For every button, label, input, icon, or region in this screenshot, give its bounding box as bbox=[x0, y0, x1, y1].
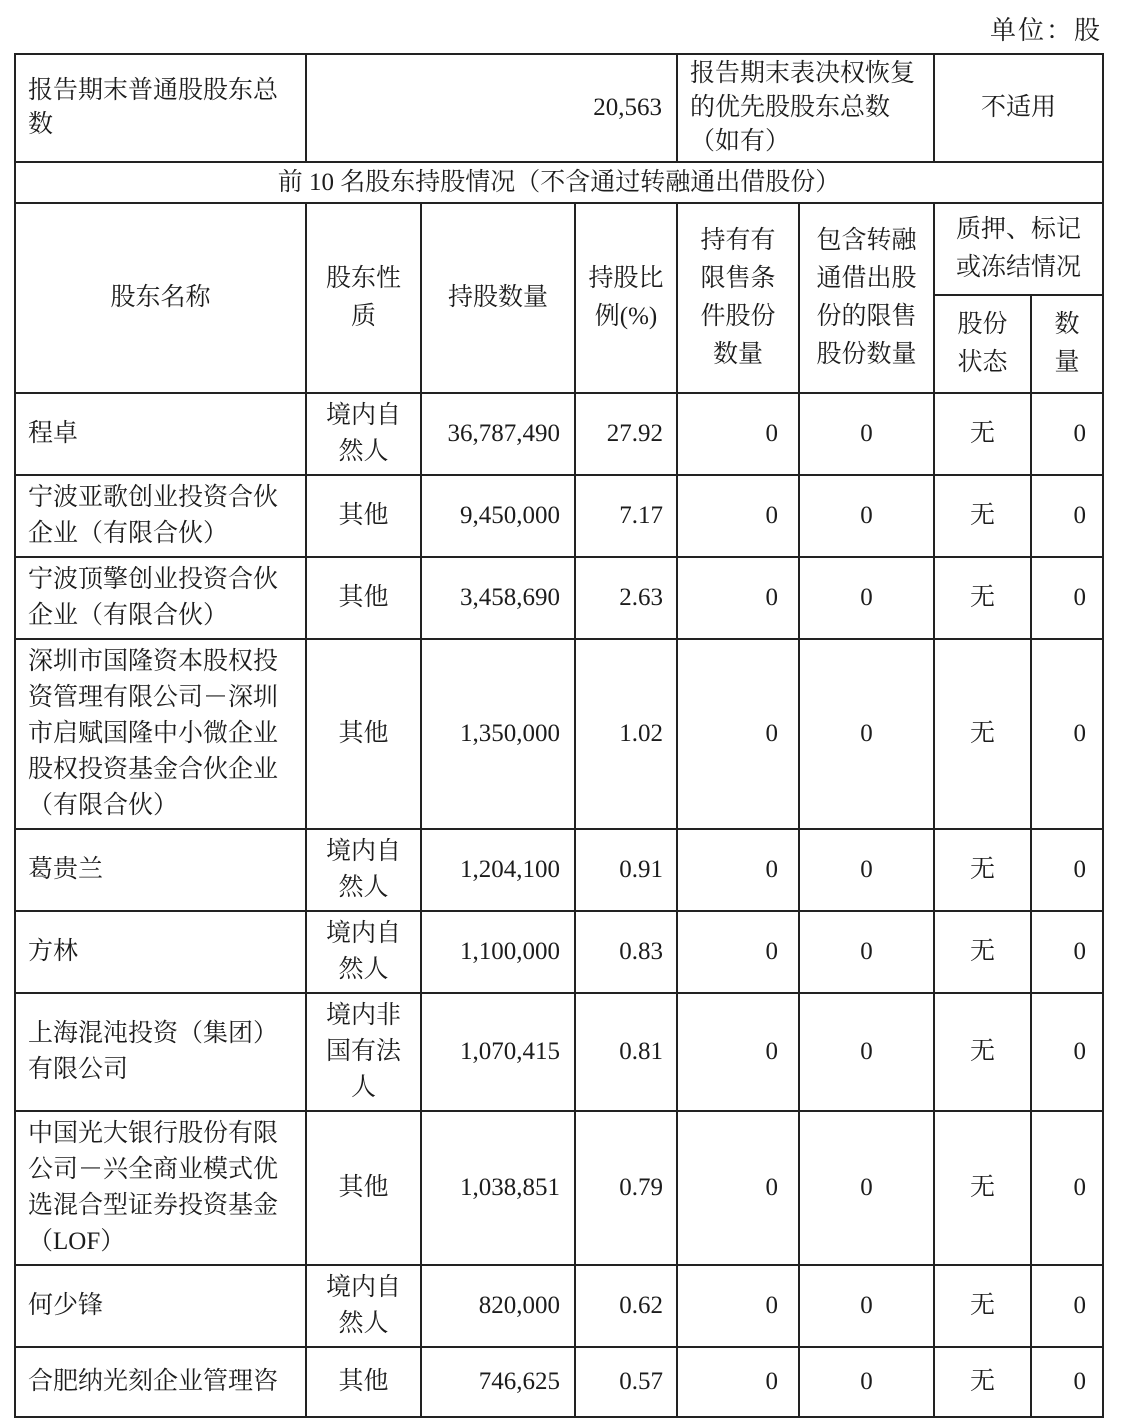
section-title: 前 10 名股东持股情况（不含通过转融通出借股份） bbox=[15, 162, 1103, 203]
shareholder-nature: 其他 bbox=[306, 1347, 421, 1417]
pledge-quantity: 0 bbox=[1031, 393, 1103, 475]
refinancing-lent-restricted-count: 0 bbox=[799, 393, 934, 475]
shareholder-name: 深圳市国隆资本股权投资管理有限公司－深圳市启赋国隆中小微企业股权投资基金合伙企业（有限合伙） bbox=[15, 639, 306, 829]
refinancing-lent-restricted-count: 0 bbox=[799, 829, 934, 911]
table-header-row bbox=[15, 203, 1103, 295]
restricted-shares-count: 0 bbox=[677, 829, 799, 911]
shareholding-ratio: 0.79 bbox=[575, 1111, 677, 1265]
shareholding-ratio: 0.83 bbox=[575, 911, 677, 993]
shares-held-count: 9,450,000 bbox=[421, 475, 575, 557]
summary-row bbox=[15, 54, 1103, 162]
shares-held-count: 1,100,000 bbox=[421, 911, 575, 993]
header-shareholder-nature: 股东性质 bbox=[306, 203, 421, 393]
preferred-shareholders-total-value: 不适用 bbox=[934, 54, 1103, 162]
pledge-quantity: 0 bbox=[1031, 1111, 1103, 1265]
shareholder-rows bbox=[15, 393, 1103, 1417]
shareholder-nature: 境内自然人 bbox=[306, 1265, 421, 1347]
shareholder-name: 合肥纳光刻企业管理咨 bbox=[15, 1347, 306, 1417]
shareholder-name: 葛贵兰 bbox=[15, 829, 306, 911]
shares-held-count: 1,350,000 bbox=[421, 639, 575, 829]
header-restricted-shares: 持有有限售条件股份数量 bbox=[677, 203, 799, 393]
pledge-quantity: 0 bbox=[1031, 911, 1103, 993]
pledge-share-status: 无 bbox=[934, 1265, 1031, 1347]
shareholding-ratio: 0.57 bbox=[575, 1347, 677, 1417]
shareholding-ratio: 7.17 bbox=[575, 475, 677, 557]
header-pledge-share-status: 股份状态 bbox=[934, 295, 1031, 393]
top-shareholders-table bbox=[14, 53, 1104, 1418]
refinancing-lent-restricted-count: 0 bbox=[799, 1265, 934, 1347]
restricted-shares-count: 0 bbox=[677, 1265, 799, 1347]
common-shareholders-total-label: 报告期末普通股股东总数 bbox=[15, 54, 306, 162]
refinancing-lent-restricted-count: 0 bbox=[799, 911, 934, 993]
shareholding-ratio: 0.91 bbox=[575, 829, 677, 911]
common-shareholders-total-value: 20,563 bbox=[306, 54, 677, 162]
shareholder-nature: 境内非国有法人 bbox=[306, 993, 421, 1111]
shareholding-ratio: 27.92 bbox=[575, 393, 677, 475]
refinancing-lent-restricted-count: 0 bbox=[799, 557, 934, 639]
preferred-shareholders-total-label: 报告期末表决权恢复的优先股股东总数（如有） bbox=[677, 54, 934, 162]
pledge-quantity: 0 bbox=[1031, 1265, 1103, 1347]
pledge-share-status: 无 bbox=[934, 475, 1031, 557]
restricted-shares-count: 0 bbox=[677, 475, 799, 557]
shareholder-nature: 境内自然人 bbox=[306, 393, 421, 475]
refinancing-lent-restricted-count: 0 bbox=[799, 993, 934, 1111]
section-title-row bbox=[15, 162, 1103, 203]
shareholder-name: 上海混沌投资（集团）有限公司 bbox=[15, 993, 306, 1111]
pledge-share-status: 无 bbox=[934, 1347, 1031, 1417]
shareholder-row bbox=[15, 829, 1103, 911]
restricted-shares-count: 0 bbox=[677, 639, 799, 829]
pledge-quantity: 0 bbox=[1031, 475, 1103, 557]
refinancing-lent-restricted-count: 0 bbox=[799, 475, 934, 557]
shareholder-nature: 其他 bbox=[306, 475, 421, 557]
shareholder-name: 程卓 bbox=[15, 393, 306, 475]
pledge-share-status: 无 bbox=[934, 993, 1031, 1111]
pledge-share-status: 无 bbox=[934, 639, 1031, 829]
restricted-shares-count: 0 bbox=[677, 1347, 799, 1417]
shareholder-row bbox=[15, 1347, 1103, 1417]
pledge-quantity: 0 bbox=[1031, 1347, 1103, 1417]
shareholder-row bbox=[15, 911, 1103, 993]
shareholding-ratio: 0.81 bbox=[575, 993, 677, 1111]
header-shareholder-name: 股东名称 bbox=[15, 203, 306, 393]
shareholder-row bbox=[15, 393, 1103, 475]
shares-held-count: 1,204,100 bbox=[421, 829, 575, 911]
refinancing-lent-restricted-count: 0 bbox=[799, 639, 934, 829]
shareholder-nature: 其他 bbox=[306, 557, 421, 639]
shareholding-ratio: 2.63 bbox=[575, 557, 677, 639]
header-shareholding-ratio: 持股比例(%) bbox=[575, 203, 677, 393]
restricted-shares-count: 0 bbox=[677, 911, 799, 993]
shares-held-count: 746,625 bbox=[421, 1347, 575, 1417]
pledge-share-status: 无 bbox=[934, 557, 1031, 639]
shareholder-row bbox=[15, 475, 1103, 557]
shareholder-nature: 其他 bbox=[306, 1111, 421, 1265]
restricted-shares-count: 0 bbox=[677, 557, 799, 639]
unit-label: 单位：股 bbox=[989, 16, 1102, 45]
shareholder-name: 方林 bbox=[15, 911, 306, 993]
pledge-share-status: 无 bbox=[934, 393, 1031, 475]
restricted-shares-count: 0 bbox=[677, 1111, 799, 1265]
pledge-quantity: 0 bbox=[1031, 993, 1103, 1111]
shareholder-nature: 境内自然人 bbox=[306, 829, 421, 911]
shareholder-nature: 其他 bbox=[306, 639, 421, 829]
pledge-share-status: 无 bbox=[934, 829, 1031, 911]
shareholding-ratio: 1.02 bbox=[575, 639, 677, 829]
pledge-share-status: 无 bbox=[934, 1111, 1031, 1265]
refinancing-lent-restricted-count: 0 bbox=[799, 1111, 934, 1265]
shareholder-row bbox=[15, 1265, 1103, 1347]
shareholder-name: 中国光大银行股份有限公司－兴全商业模式优选混合型证券投资基金（LOF） bbox=[15, 1111, 306, 1265]
shareholder-name: 宁波亚歌创业投资合伙企业（有限合伙） bbox=[15, 475, 306, 557]
pledge-share-status: 无 bbox=[934, 911, 1031, 993]
shareholder-row bbox=[15, 557, 1103, 639]
shareholder-row bbox=[15, 1111, 1103, 1265]
shareholding-ratio: 0.62 bbox=[575, 1265, 677, 1347]
header-refinancing-lent-shares: 包含转融通借出股份的限售股份数量 bbox=[799, 203, 934, 393]
shareholder-name: 宁波顶擎创业投资合伙企业（有限合伙） bbox=[15, 557, 306, 639]
header-shares-held: 持股数量 bbox=[421, 203, 575, 393]
restricted-shares-count: 0 bbox=[677, 993, 799, 1111]
shareholder-name: 何少锋 bbox=[15, 1265, 306, 1347]
restricted-shares-count: 0 bbox=[677, 393, 799, 475]
shares-held-count: 1,038,851 bbox=[421, 1111, 575, 1265]
shares-held-count: 820,000 bbox=[421, 1265, 575, 1347]
pledge-quantity: 0 bbox=[1031, 639, 1103, 829]
pledge-quantity: 0 bbox=[1031, 557, 1103, 639]
pledge-quantity: 0 bbox=[1031, 829, 1103, 911]
shares-held-count: 36,787,490 bbox=[421, 393, 575, 475]
shareholder-row bbox=[15, 639, 1103, 829]
header-pledge-quantity: 数量 bbox=[1031, 295, 1103, 393]
shareholder-row bbox=[15, 993, 1103, 1111]
shareholder-nature: 境内自然人 bbox=[306, 911, 421, 993]
shares-held-count: 3,458,690 bbox=[421, 557, 575, 639]
refinancing-lent-restricted-count: 0 bbox=[799, 1347, 934, 1417]
header-pledge-mark-freeze: 质押、标记或冻结情况 bbox=[934, 203, 1103, 295]
shares-held-count: 1,070,415 bbox=[421, 993, 575, 1111]
